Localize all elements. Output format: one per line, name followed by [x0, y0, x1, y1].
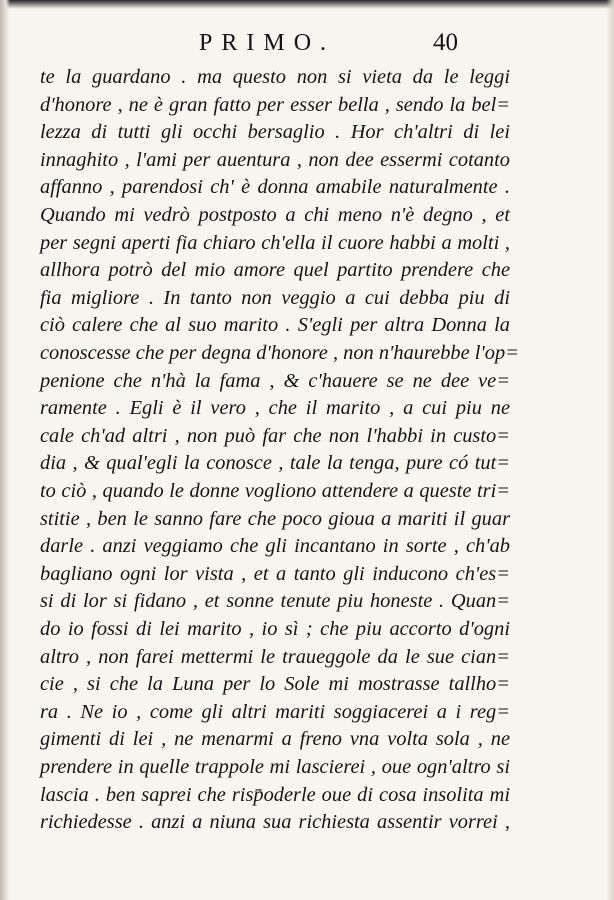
text-line: innaghito , l'ami per auentura , non dee essermi cotanto: [40, 148, 510, 171]
text-line: altro , non farei mettermi le traueggole da le sue cian=: [40, 645, 510, 668]
scan-right-edge: [606, 0, 614, 900]
text-line: prendere in quelle trappole mi lascierei , oue ogn'altro si: [40, 756, 510, 778]
text-line: si di lor si fidano , et sonne tenute piu honeste . Quan=: [40, 590, 510, 613]
text-line: bagliano ogni lor vista , et a tanto gli inducono ch'es=: [40, 562, 510, 585]
text-line: d'honore , ne è gran fatto per esser bella , sendo la bel=: [40, 93, 510, 116]
text-line: ramente . Egli è il vero , che il marito , a cui piu ne: [40, 397, 510, 420]
text-line: te la guardano . ma questo non si vieta da le leggi: [40, 66, 510, 88]
text-line: allhora potrò del mio amore quel partito prendere che: [40, 259, 510, 282]
text-line: to ciò , quando le donne vogliono attendere a queste tri=: [40, 480, 510, 502]
text-line: lascia . ben saprei che risp̄oderle oue di cosa insolita mi: [40, 783, 510, 806]
running-head-title: PRIMO.: [199, 30, 336, 56]
text-line: penione che n'hà la fama , & c'hauere se ne dee ve=: [40, 369, 510, 392]
text-line: lezza di tutti gli occhi bersaglio . Hor ch'altri di lei: [40, 121, 510, 144]
text-line: affanno , parendosi ch' è donna amabile naturalmente .: [40, 176, 510, 199]
text-line: ra . Ne io , come gli altri mariti soggiacerei a i reg=: [40, 700, 510, 723]
scan-left-edge: [0, 0, 10, 900]
text-line: stitie , ben le sanno fare che poco gioua a mariti il guar: [40, 507, 510, 530]
text-line: darle . anzi veggiamo che gli incantano in sorte , ch'ab: [40, 535, 510, 558]
text-line: per segni aperti fia chiaro ch'ella il cuore habbi a molti ,: [40, 231, 510, 254]
text-line: fia migliore . In tanto non veggio a cui debba piu di: [40, 286, 510, 309]
scan-top-shadow: [0, 0, 614, 9]
text-line: dia , & qual'egli la conosce , tale la tenga, pure có tut=: [40, 452, 510, 475]
text-line: conoscesse che per degna d'honore , non n'haurebbe l'op=: [40, 342, 519, 364]
text-line: gimenti di lei , ne menarmi a freno vna volta sola , ne: [40, 728, 510, 751]
text-line: do io fossi di lei marito , io sì ; che piu accorto d'ogni: [40, 618, 510, 640]
text-line: ciò calere che al suo marito . S'egli per altra Donna la: [40, 314, 510, 337]
page-number: 40: [433, 29, 458, 56]
text-line: cale ch'ad altri , non può far che non l'habbi in custo=: [40, 424, 510, 447]
text-line: richiedesse . anzi a niuna sua richiesta assentir vorrei ,: [40, 811, 510, 834]
text-line: Quando mi vedrò postposto a chi meno n'è degno , et: [40, 204, 510, 226]
text-line: cie , si che la Luna per lo Sole mi mostrasse tallho=: [40, 673, 510, 696]
running-head: [0, 30, 614, 62]
